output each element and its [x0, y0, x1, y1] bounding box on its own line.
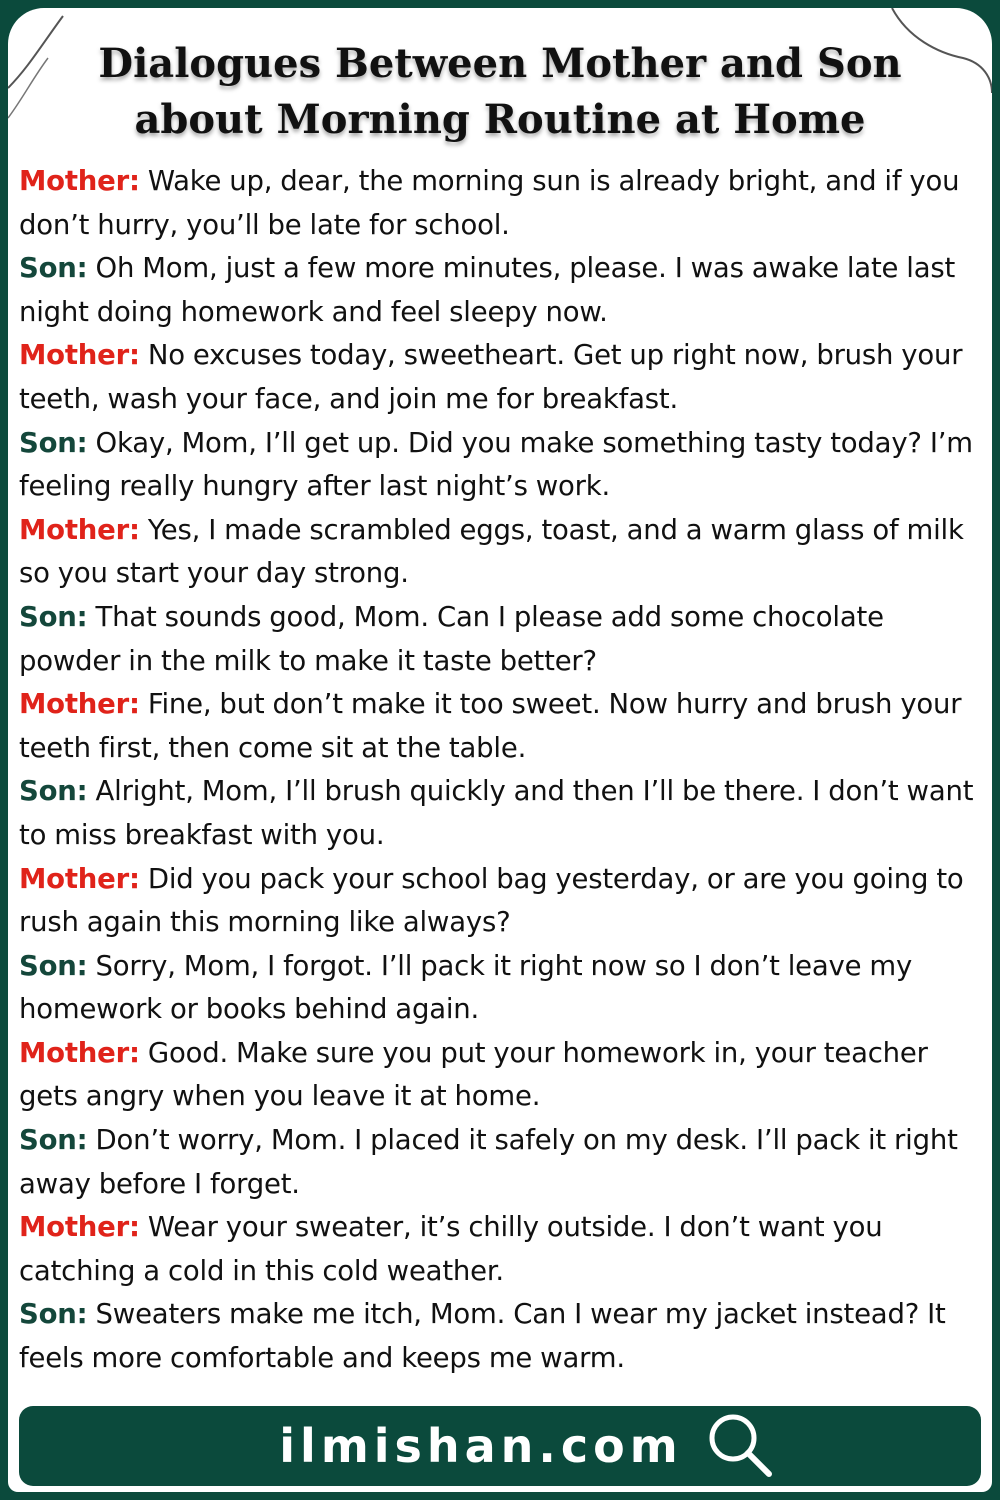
mother-line: [19, 683, 981, 770]
mother-line: [19, 1206, 981, 1293]
site-name[interactable]: ilmishan.com: [279, 1419, 683, 1473]
son-line: [19, 1293, 981, 1380]
mother-line: [19, 509, 981, 596]
mother-speaker-label: Mother:: [19, 688, 140, 721]
mother-line: [19, 160, 981, 247]
dialogue-text: Oh Mom, just a few more minutes, please. I was awake late last night doing homework and feel sleepy now.: [19, 252, 956, 328]
dialogue-text: Okay, Mom, I’ll get up. Did you make something tasty today? I’m feeling really hungry after last night’s work.: [19, 426, 973, 503]
dialogue-text: Sweaters make me itch, Mom. Can I wear my jacket instead? It feels more comfortable and keeps me warm.: [19, 1298, 946, 1375]
dialogue-text: Sorry, Mom, I forgot. I’ll pack it right now so I don’t leave my homework or books behind again.: [19, 949, 913, 1026]
title-line-1: Dialogues Between Mother and Son: [98, 40, 902, 87]
son-line: [19, 945, 981, 1032]
dialogue-text: Alright, Mom, I’ll brush quickly and then I’ll be there. I don’t want to miss breakfast with you.: [19, 775, 974, 851]
son-line: [19, 422, 981, 509]
son-speaker-label: Son:: [19, 1124, 88, 1157]
dialogue-text: Good. Make sure you put your homework in, your teacher gets angry when you leave it at home.: [19, 1036, 928, 1113]
mother-line: [19, 334, 981, 421]
search-icon: [701, 1406, 781, 1486]
dialogue-text: No excuses today, sweetheart. Get up right now, brush your teeth, wash your face, and join me for breakfast.: [19, 339, 963, 415]
dialogue-text: Did you pack your school bag yesterday, or are you going to rush again this morning like always?: [19, 862, 964, 939]
mother-line: [19, 858, 981, 945]
son-speaker-label: Son:: [19, 775, 88, 808]
content-card: [8, 8, 992, 1492]
son-speaker-label: Son:: [19, 426, 88, 459]
son-speaker-label: Son:: [19, 252, 88, 285]
mother-speaker-label: Mother:: [19, 165, 140, 197]
mother-line: [19, 1032, 981, 1119]
dialogue-text: Wake up, dear, the morning sun is already bright, and if you don’t hurry, you’ll be late for school.: [19, 165, 960, 241]
son-line: [19, 247, 981, 334]
footer-banner[interactable]: [19, 1406, 981, 1486]
son-line: [19, 596, 981, 683]
mother-speaker-label: Mother:: [19, 339, 140, 372]
mother-speaker-label: Mother:: [19, 862, 140, 895]
dialogue-text: Wear your sweater, it’s chilly outside. I don’t want you catching a cold in this cold weather.: [19, 1211, 883, 1287]
dialogue-text: That sounds good, Mom. Can I please add some chocolate powder in the milk to make it taste better?: [19, 600, 884, 677]
dialogue-list: [19, 160, 981, 1381]
page-title: [8, 36, 992, 148]
son-speaker-label: Son:: [19, 949, 88, 982]
mother-speaker-label: Mother:: [19, 513, 140, 546]
title-line-2: about Morning Routine at Home: [134, 96, 866, 143]
son-line: [19, 770, 981, 857]
dialogue-text: Don’t worry, Mom. I placed it safely on my desk. I’ll pack it right away before I forget.: [19, 1124, 958, 1200]
mother-speaker-label: Mother:: [19, 1211, 140, 1244]
mother-speaker-label: Mother:: [19, 1036, 140, 1069]
dialogue-text: Fine, but don’t make it too sweet. Now hurry and brush your teeth first, then come sit at the table.: [19, 688, 962, 764]
son-speaker-label: Son:: [19, 600, 88, 633]
dialogue-text: Yes, I made scrambled eggs, toast, and a warm glass of milk so you start your day strong.: [19, 513, 964, 590]
son-line: [19, 1119, 981, 1206]
son-speaker-label: Son:: [19, 1298, 88, 1331]
